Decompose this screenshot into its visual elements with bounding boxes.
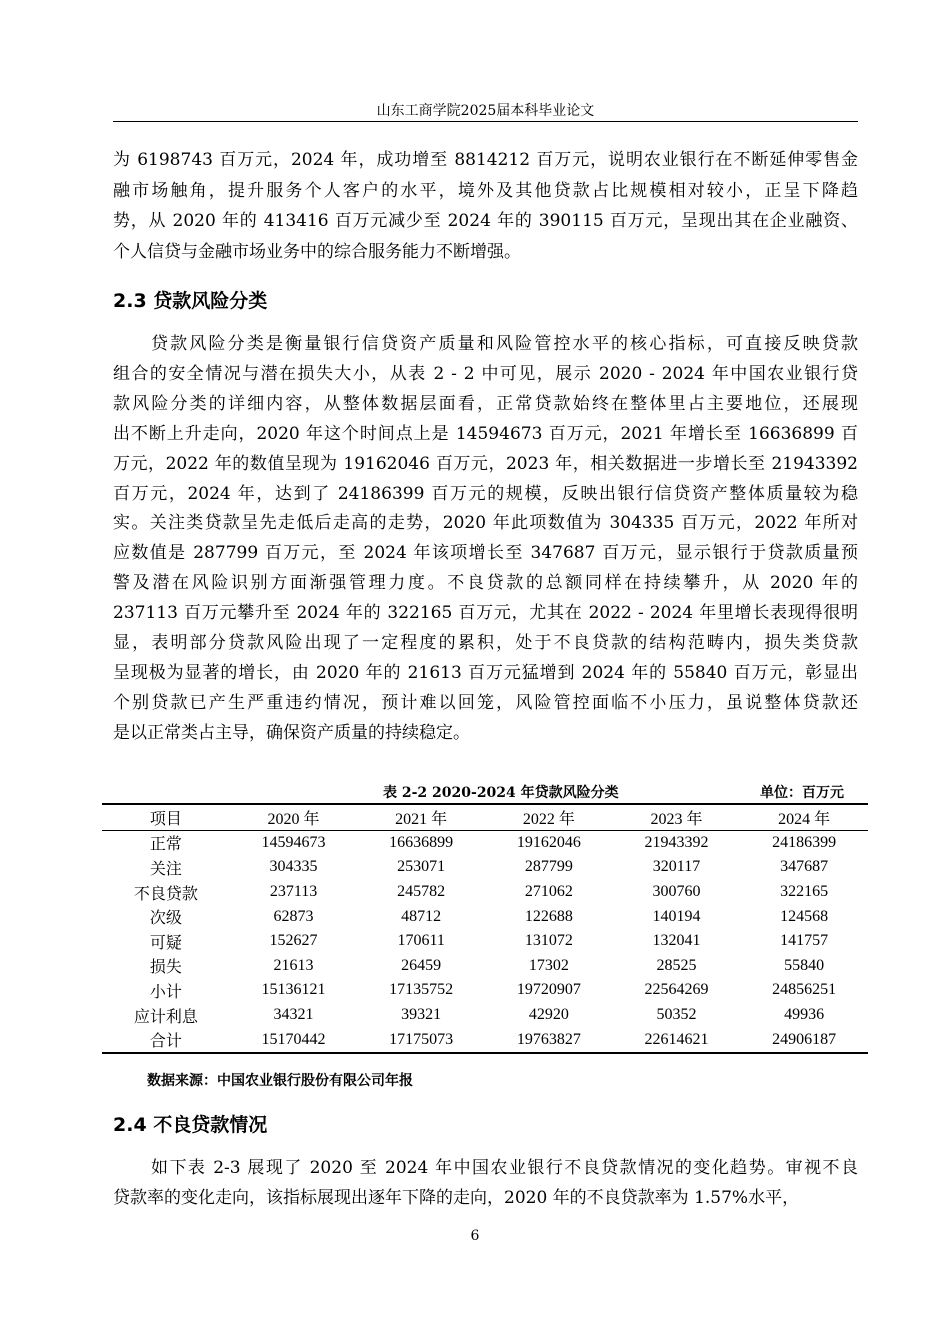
table-cell: 42920 bbox=[528, 1006, 569, 1024]
table-cell: 48712 bbox=[401, 907, 442, 925]
table-cell: 152627 bbox=[269, 932, 318, 950]
table-cell: 55840 bbox=[784, 956, 825, 974]
table-cell: 19162046 bbox=[516, 833, 581, 851]
column-header: 2024 年 bbox=[778, 810, 831, 828]
table-cell: 49936 bbox=[784, 1006, 825, 1024]
row-label: 合计 bbox=[149, 1033, 182, 1051]
table-caption: 表 2-2 2020-2024 年贷款风险分类 bbox=[383, 785, 619, 801]
text-line: 款风险分类的详细内容，从整体数据层面看，正常贷款始终在整体里占主要地位，还展现 bbox=[113, 393, 858, 414]
table-cell: 19720907 bbox=[516, 981, 581, 999]
table-row bbox=[102, 880, 868, 905]
row-label: 正常 bbox=[149, 836, 182, 854]
text-line: 贷款风险分类是衡量银行信贷资产质量和风险管控水平的核心指标，可直接反映贷款 bbox=[151, 334, 858, 354]
text-line: 是以正常类占主导，确保资产质量的持续稳定。 bbox=[113, 722, 470, 743]
table-cell: 17135752 bbox=[389, 981, 454, 999]
table-cell: 124568 bbox=[780, 907, 829, 925]
table-cell: 322165 bbox=[780, 883, 829, 901]
table-cell: 141757 bbox=[780, 932, 829, 950]
text-line: 实。关注类贷款呈先走低后走高的走势，2020 年此项数值为 304335 百万元，2022 年所对 bbox=[113, 513, 858, 534]
table-cell: 24856251 bbox=[772, 981, 837, 999]
table-cell: 26459 bbox=[401, 956, 442, 974]
table-cell: 28525 bbox=[656, 956, 697, 974]
table-source: 数据来源：中国农业银行股份有限公司年报 bbox=[147, 1073, 413, 1089]
table-cell: 300760 bbox=[652, 883, 701, 901]
table-cell: 22614621 bbox=[644, 1030, 709, 1048]
row-label: 关注 bbox=[149, 860, 182, 878]
table-cell: 271062 bbox=[524, 883, 573, 901]
text-line: 贷款率的变化走向，该指标展现出逐年下降的走向，2020 年的不良贷款率为 1.57%水平， bbox=[113, 1188, 800, 1208]
table-cell: 39321 bbox=[401, 1006, 442, 1024]
table-cell: 347687 bbox=[780, 858, 829, 876]
row-label: 可疑 bbox=[149, 934, 182, 952]
text-line: 237113 百万元攀升至 2024 年的 322165 百万元，尤其在 2022 - 2024 年里增长表现得很明 bbox=[113, 603, 858, 624]
table-cell: 15136121 bbox=[261, 981, 326, 999]
table-row bbox=[102, 954, 868, 979]
table-cell: 24906187 bbox=[772, 1030, 837, 1048]
text-line: 为 6198743 百万元，2024 年，成功增至 8814212 百万元，说明农业银行在不断延伸零售金 bbox=[113, 150, 858, 170]
table-cell: 132041 bbox=[652, 932, 701, 950]
text-line: 应数值是 287799 百万元，至 2024 年该项增长至 347687 百万元，显示银行于贷款质量预 bbox=[113, 543, 858, 564]
text-line: 个别贷款已产生严重违约情况，预计难以回笼，风险管控面临不小压力，虽说整体贷款还 bbox=[113, 692, 858, 713]
table-row bbox=[102, 978, 868, 1003]
text-line: 呈现极为显著的增长，由 2020 年的 21613 百万元猛增到 2024 年的 55840 百万元，彰显出 bbox=[113, 662, 858, 683]
table-row bbox=[102, 1003, 868, 1028]
table-row bbox=[102, 855, 868, 880]
table-cell: 22564269 bbox=[644, 981, 709, 999]
table-cell: 304335 bbox=[269, 858, 318, 876]
row-label: 损失 bbox=[149, 959, 182, 977]
column-header: 2020 年 bbox=[267, 810, 320, 828]
table-unit: 单位：百万元 bbox=[760, 785, 844, 801]
table-cell: 131072 bbox=[524, 932, 573, 950]
text-line: 万元，2022 年的数值呈现为 19162046 百万元，2023 年，相关数据进一步增长至 21943392 bbox=[113, 453, 858, 474]
text-line: 个人信贷与金融市场业务中的综合服务能力不断增强。 bbox=[113, 241, 521, 262]
text-line: 显，表明部分贷款风险出现了一定程度的累积，处于不良贷款的结构范畴内，损失类贷款 bbox=[113, 633, 858, 653]
text-line: 如下表 2-3 展现了 2020 至 2024 年中国农业银行不良贷款情况的变化趋势。审视不良 bbox=[151, 1158, 858, 1178]
table-cell: 245782 bbox=[397, 883, 446, 901]
running-header: 山东工商学院2025届本科毕业论文 bbox=[376, 103, 595, 119]
table-cell: 50352 bbox=[656, 1006, 697, 1024]
table-row bbox=[102, 904, 868, 929]
row-label: 不良贷款 bbox=[133, 885, 198, 903]
table-header-row bbox=[102, 804, 868, 830]
table-cell: 21613 bbox=[273, 956, 314, 974]
table-cell: 16636899 bbox=[389, 833, 454, 851]
text-line: 百万元，2024 年，达到了 24186399 百万元的规模，反映出银行信贷资产整体质量较为稳 bbox=[113, 483, 858, 504]
table-cell: 287799 bbox=[524, 858, 573, 876]
column-header: 项目 bbox=[149, 810, 182, 828]
text-line: 势，从 2020 年的 413416 百万元减少至 2024 年的 390115 百万元，呈现出其在企业融资、 bbox=[113, 211, 858, 231]
table-cell: 140194 bbox=[652, 907, 701, 925]
table-cell: 14594673 bbox=[261, 833, 326, 851]
table-cell: 19763827 bbox=[516, 1030, 581, 1048]
section-heading-2-3: 2.3 贷款风险分类 bbox=[113, 290, 268, 312]
row-label: 小计 bbox=[149, 983, 182, 1001]
header-rule bbox=[113, 121, 858, 122]
column-header: 2023 年 bbox=[650, 810, 703, 828]
table-cell: 122688 bbox=[524, 907, 573, 925]
text-line: 警及潜在风险识别方面渐强管理力度。不良贷款的总额同样在持续攀升，从 2020 年的 bbox=[113, 573, 858, 594]
table-cell: 253071 bbox=[397, 858, 446, 876]
table-cell: 62873 bbox=[273, 907, 314, 925]
table-cell: 237113 bbox=[269, 883, 318, 901]
table-cell: 320117 bbox=[652, 858, 701, 876]
table-row bbox=[102, 929, 868, 954]
page-number: 6 bbox=[470, 1228, 480, 1244]
section-heading-2-4: 2.4 不良贷款情况 bbox=[113, 1114, 268, 1136]
table-cell: 34321 bbox=[273, 1006, 314, 1024]
table-cell: 17302 bbox=[528, 956, 569, 974]
text-line: 出不断上升走向，2020 年这个时间点上是 14594673 百万元，2021 年增长至 16636899 百 bbox=[113, 423, 858, 444]
text-line: 融市场触角，提升服务个人客户的水平，境外及其他贷款占比规模相对较小，正呈下降趋 bbox=[113, 180, 858, 201]
table-cell: 170611 bbox=[397, 932, 445, 950]
table-cell: 15170442 bbox=[261, 1030, 326, 1048]
table-cell: 17175073 bbox=[389, 1030, 454, 1048]
row-label: 应计利息 bbox=[133, 1008, 198, 1026]
text-line: 组合的安全情况与潜在损失大小，从表 2 - 2 中可见，展示 2020 - 2024 年中国农业银行贷 bbox=[113, 363, 858, 384]
table-cell: 24186399 bbox=[772, 833, 837, 851]
column-header: 2021 年 bbox=[395, 810, 448, 828]
column-header: 2022 年 bbox=[522, 810, 575, 828]
table-row bbox=[102, 1027, 868, 1053]
row-label: 次级 bbox=[149, 910, 182, 928]
table-row bbox=[102, 830, 868, 855]
loan-risk-table bbox=[102, 803, 868, 1054]
table-cell: 21943392 bbox=[644, 833, 709, 851]
